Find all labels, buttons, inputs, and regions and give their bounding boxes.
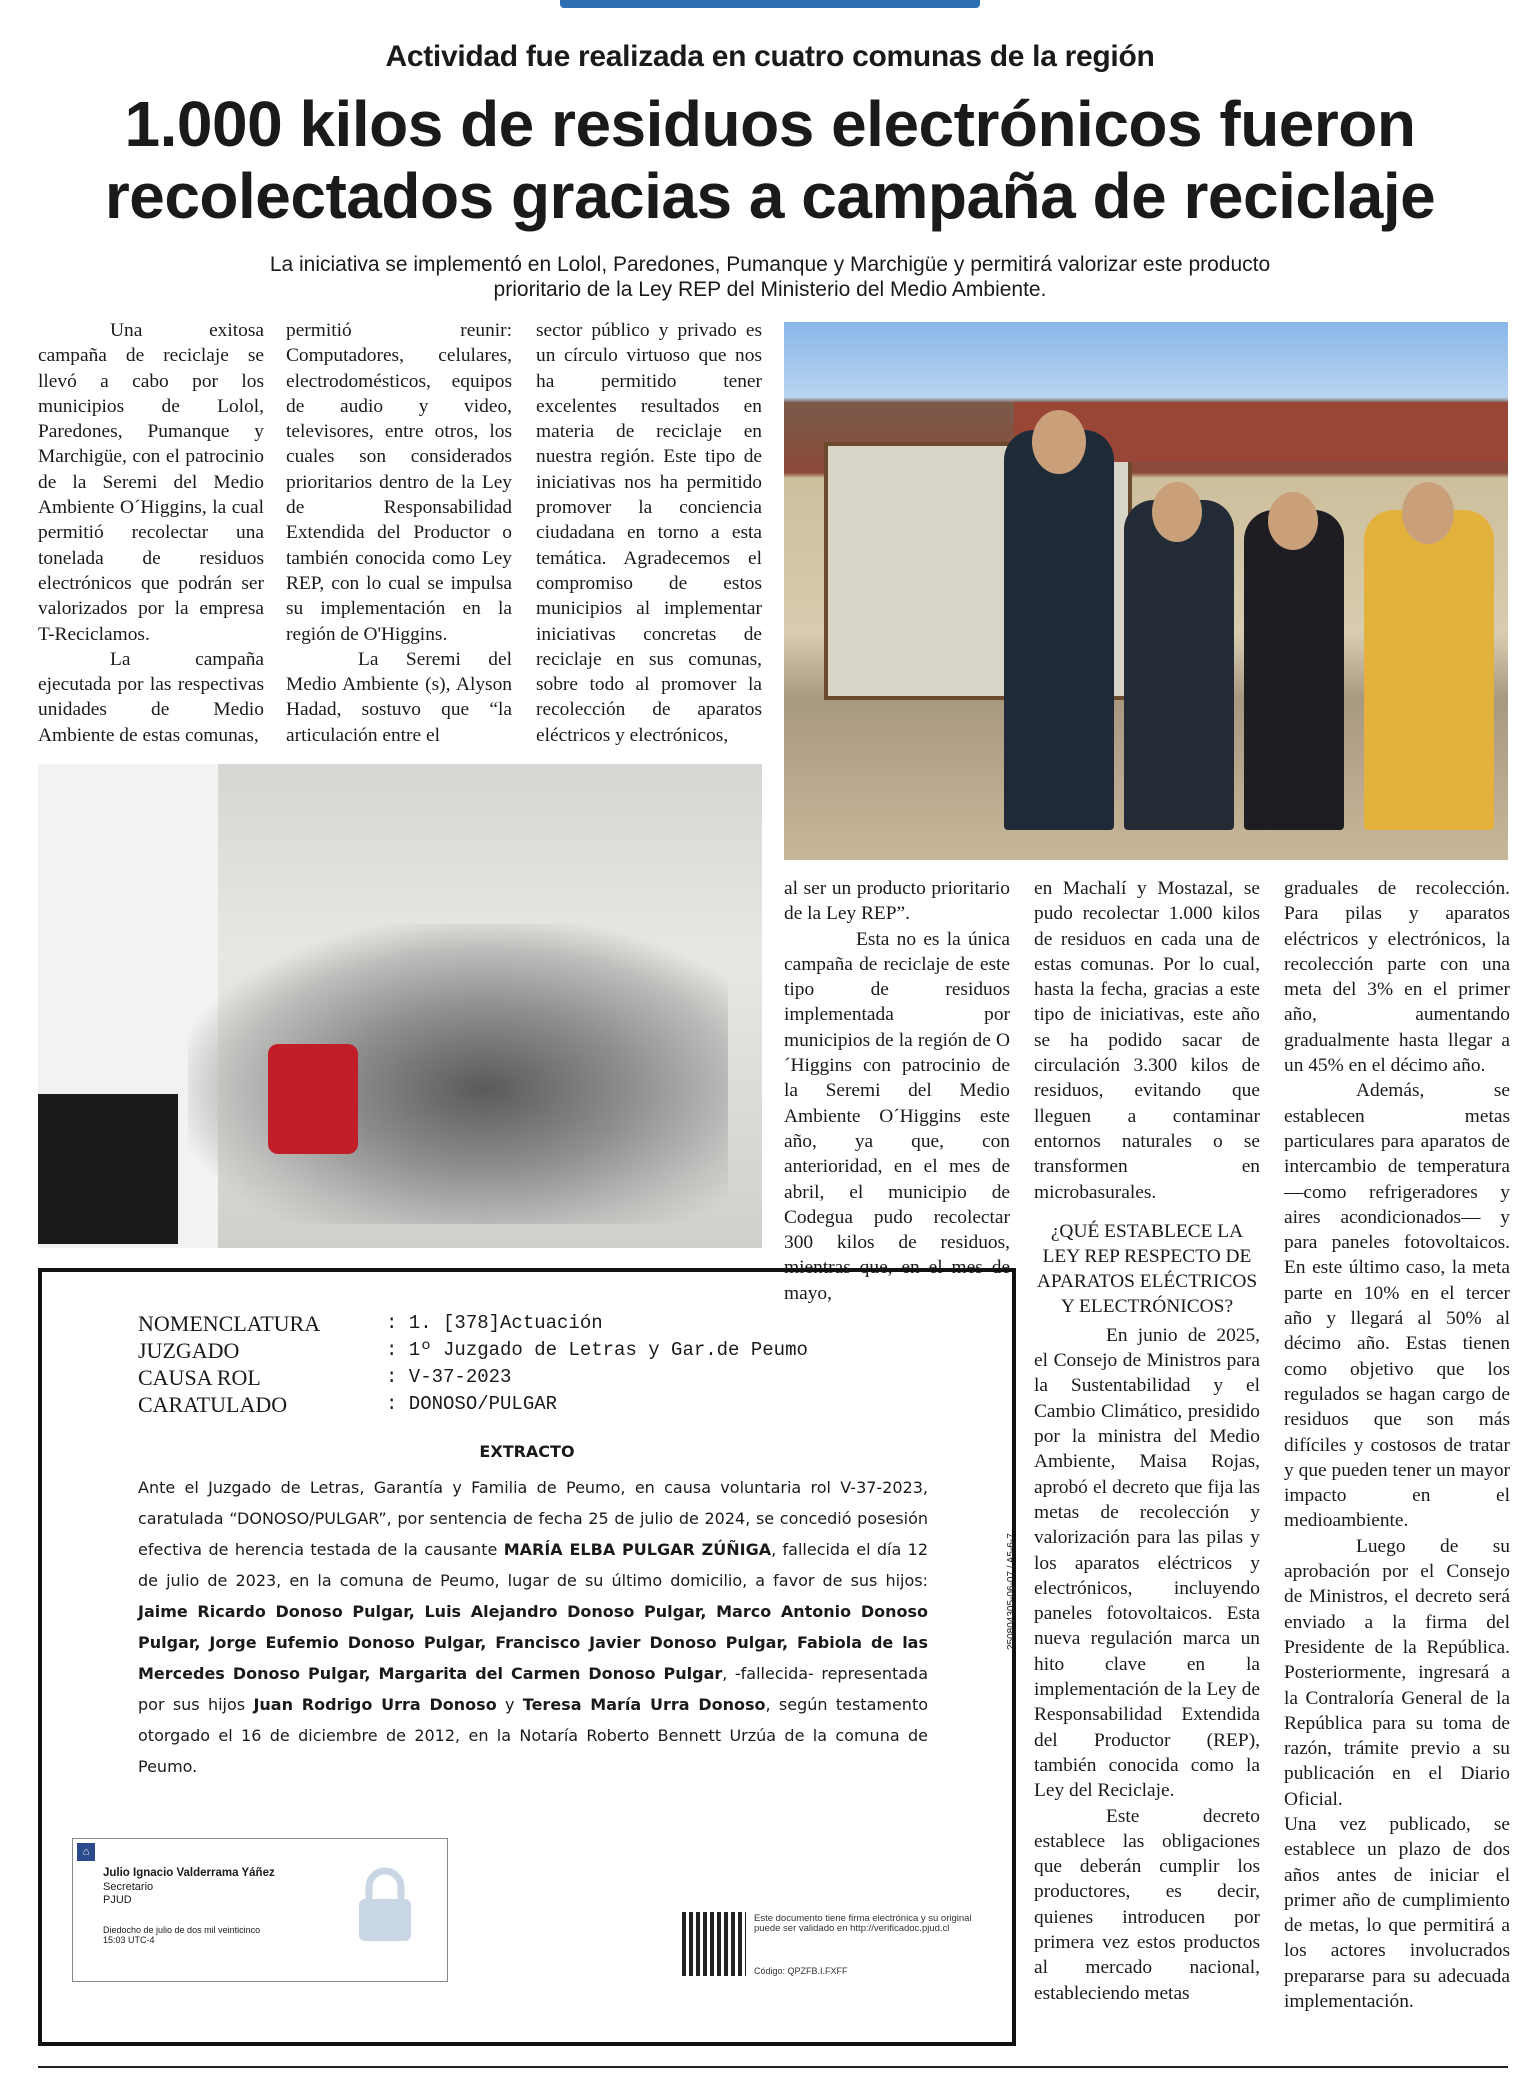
signer-name: Julio Ignacio Valderrama Yáñez [103, 1867, 275, 1879]
person-2 [1124, 500, 1234, 830]
extract-bold: Jaime Ricardo Donoso Pulgar, Luis Alejandro Donoso Pulgar, Marco Antonio Donoso Pulgar, Jorge Eufemio Donoso Pulgar, Francisco Javier Donoso Pulgar, Fabiola de las Mercedes Donoso Pulgar, Margarita del Carmen Donoso Pulgar [138, 1602, 928, 1683]
paragraph: Una vez publicado, se establece un plazo de dos años antes de iniciar el primer año de cumplimiento de metas, lo que permitirá a los actores involucrados prepararse para su adecuada implementación. [1284, 1813, 1510, 2013]
meta-row [138, 1310, 808, 1337]
paragraph: La campaña ejecutada por las respectivas unidades de Medio Ambiente de estas comunas, [38, 648, 264, 746]
paragraph: Además, se establecen metas particulares para aparatos de intercambio de temperatura —como refrigeradores y aires acondicionados— y para paneles fotovoltaicos. En este último caso, la meta parte en 10% en el tercer año y llegará al 50% al décimo año. Estas tienen como objetivo que los regulados se hagan cargo de residuos que son más difíciles y costosos de tratar y que pueden tener un mayor impacto en el medioambiente. [1284, 1080, 1510, 1532]
notice-meta [138, 1310, 808, 1418]
meta-row [138, 1337, 808, 1364]
meta-key: JUZGADO [138, 1338, 240, 1363]
deck: La iniciativa se implementó en Lolol, Paredones, Pumanque y Marchigüe y permitirá valorizar este producto prioritario de la Ley REP del Ministerio del Medio Ambiente. [269, 253, 1271, 301]
paragraph: Este decreto establece las obligaciones que deberán cumplir los productores, es decir, quienes introducen por primera vez estos productos al mercado nacional, estableciendo metas [1034, 1805, 1260, 2004]
signature-date [103, 1925, 260, 1945]
photo-team-with-truck [784, 322, 1508, 860]
lock-icon [353, 1865, 417, 1945]
paragraph: permitió reunir: Computadores, celulares, electrodomésticos, equipos de audio y video, televisores, entre otros, los cuales son considerados prioritarios dentro de la Ley de Responsabilidad Extendida del Productor o también conocida como Ley REP, con lo cual se impulsa su implementación en la región de O'Higgins. [286, 320, 512, 645]
extract-text: , -fallecida- representada por sus hijos [138, 1664, 928, 1714]
paragraph: al ser un producto prioritario de la Ley REP”. [784, 878, 1010, 925]
extract-text: , según testamento otorgado el 16 de diciembre de 2012, en la Notaría Roberto Bennett Urzúa de la comuna de Peumo. [138, 1695, 929, 1776]
black-case [38, 1094, 178, 1244]
extract-text: Ante el Juzgado de Letras, Garantía y Familia de Peumo, en causa voluntaria rol V-37-2023, caratulada “DONOSO/PULGAR”, por sentencia de fecha 25 de julio de 2024, se concedió posesión efectiva de herencia testada de la causante [138, 1478, 928, 1559]
photo-electronic-waste-pile [38, 764, 762, 1248]
meta-value: : V-37-2023 [386, 1366, 512, 1388]
article-column-6 [1284, 876, 1510, 2014]
signer-title: Secretario [103, 1881, 154, 1893]
section-tab-accent [560, 0, 980, 8]
red-speaker [268, 1044, 358, 1154]
article-column-1 [38, 318, 264, 748]
verification-code: Código: QPZFB.I.FXFF [754, 1966, 848, 1976]
person-3-head [1268, 492, 1318, 550]
extract-bold: Teresa María Urra Donoso [522, 1695, 766, 1714]
person-3 [1244, 510, 1344, 830]
person-1-head [1032, 410, 1086, 474]
extract-body [138, 1472, 928, 1782]
signer-org: PJUD [103, 1894, 132, 1906]
article-column-3 [536, 318, 762, 748]
meta-key: CARATULADO [138, 1392, 288, 1417]
headline: 1.000 kilos de residuos electrónicos fueron recolectados gracias a campaña de reciclaje [104, 88, 1436, 232]
meta-key: NOMENCLATURA [138, 1311, 321, 1336]
meta-value: : 1. [378]Actuación [386, 1312, 603, 1334]
paragraph: en Machalí y Mostazal, se pudo recolectar 1.000 kilos de residuos en cada una de estas comunas. Por lo cual, hasta la fecha, gracias a este tipo de iniciativas, este año se ha podido sacar de circulación 3.300 kilos de residuos, evitando que lleguen a contaminar entornos naturales o se transformen en microbasurales. [1034, 878, 1260, 1203]
person-2-head [1152, 482, 1202, 542]
article-column-4 [784, 876, 1010, 1306]
person-4-head [1402, 482, 1454, 544]
signature-time: 15:03 UTC-4 [103, 1935, 155, 1945]
pjud-logo-icon: ⌂ [77, 1843, 95, 1861]
meta-value: : DONOSO/PULGAR [386, 1393, 558, 1415]
extract-bold: Juan Rodrigo Urra Donoso [253, 1695, 497, 1714]
signer-role [103, 1881, 153, 1907]
paragraph: sector público y privado es un círculo virtuoso que nos ha permitido tener excelentes resultados en materia de reciclaje en nuestra región. Este tipo de iniciativas nos ha permitido promover la conciencia ciudadana en torno a esta temática. Agradecemos el compromiso de estos municipios al implementar iniciativas concretas de reciclaje en sus comunas, sobre todo al promover la recolección de aparatos eléctricos y electrónicos, [536, 320, 762, 746]
extract-text: , fallecida el día 12 de julio de 2023, en la comuna de Peumo, lugar de su último domicilio, a favor de sus hijos: [138, 1540, 928, 1590]
paragraph: En junio de 2025, el Consejo de Ministros para la Sustentabilidad y el Cambio Climático, presidido por la ministra del Medio Ambiente, Maisa Rojas, aprobó el decreto que fija las metas de recolección y valorización para las pilas y los aparatos eléctricos y electrónicos, incluyendo paneles fotovoltaicos. Esta nueva regulación marca un hito clave en la implementación de la Ley de Responsabilidad Extendida del Productor (REP), también conocida como la Ley del Reciclaje. [1034, 1324, 1260, 1802]
extract-text: y [496, 1695, 523, 1714]
legal-notice-box [38, 1268, 1016, 2046]
paragraph: graduales de recolección. Para pilas y aparatos eléctricos y electrónicos, la recolección parte con una meta del 3% en el primer año, aumentando gradualmente hasta llegar a un 45% en el décimo año. [1284, 878, 1510, 1077]
paragraph: Una exitosa campaña de reciclaje se llevó a cabo por los municipios de Lolol, Paredones, Pumanque y Marchigüe, con el patrocinio de la Seremi del Medio Ambiente O´Higgins, la cual permitió recolectar una tonelada de residuos electrónicos que podrán ser valorizados por la empresa T-Reciclamos. [38, 320, 264, 645]
paragraph: Luego de su aprobación por el Consejo de Ministros, el decreto será enviado a la firma del Presidente de la República. Posteriormente, ingresará a la Contraloría General de la República para su toma de razón, trámite previo a su publicación en el Diario Oficial. [1284, 1535, 1510, 1810]
extract-title: EXTRACTO [479, 1442, 575, 1461]
meta-key: CAUSA ROL [138, 1365, 261, 1390]
article-column-5 [1034, 876, 1260, 2006]
extract-bold: MARÍA ELBA PULGAR ZÚÑIGA [503, 1540, 772, 1559]
electronic-signature [72, 1838, 448, 1982]
qr-code-icon [682, 1912, 746, 1976]
bottom-rule [38, 2066, 1508, 2068]
kicker: Actividad fue realizada en cuatro comunas de la región [385, 40, 1155, 73]
signature-date-text: Diedocho de julio de dos mil veinticinco [103, 1925, 261, 1935]
top-bar [0, 0, 1540, 10]
meta-value: : 1º Juzgado de Letras y Gar.de Peumo [386, 1339, 808, 1361]
subhead: ¿QUÉ ESTABLECE LA LEY REP RESPECTO DE APARATOS ELÉCTRICOS Y ELECTRÓNICOS? [1036, 1220, 1258, 1317]
paragraph: La Seremi del Medio Ambiente (s), Alyson Hadad, sostuvo que “la articulación entre el [286, 648, 512, 746]
side-code: 250804305-06-07 / A5-6-7 [1006, 1533, 1017, 1650]
person-4 [1364, 510, 1494, 830]
qr-verification-text: Este documento tiene firma electrónica y su original puede ser validado en http://verificadoc.pjud.cl [754, 1913, 972, 1934]
meta-row [138, 1391, 808, 1418]
person-1 [1004, 430, 1114, 830]
meta-row [138, 1364, 808, 1391]
article-column-2 [286, 318, 512, 748]
paragraph: Esta no es la única campaña de reciclaje de este tipo de residuos implementada por municipios de la región de O´Higgins con patrocinio de la Seremi del Medio Ambiente O´Higgins este año, ya que, con anterioridad, en el mes de abril, el municipio de Codegua pudo recolectar 300 kilos de residuos, mientras que, en el mes de mayo, [784, 928, 1010, 1304]
